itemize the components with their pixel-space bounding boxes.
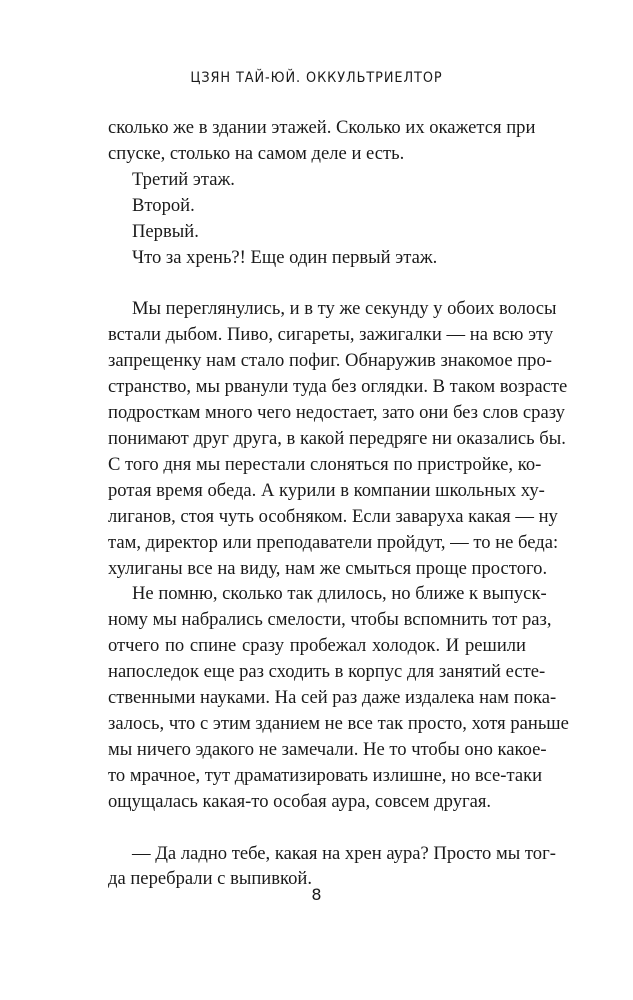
- running-header: ЦЗЯН ТАЙ-ЮЙ. ОККУЛЬТРИЕЛТОР: [190, 70, 443, 86]
- text-line: подросткам много чего недостает, зато они без слов сразу: [108, 402, 565, 424]
- paragraph-first-floor: Первый.: [132, 220, 199, 242]
- page-number: 8: [311, 885, 322, 904]
- text-line: то мрачное, тут драматизировать излишне, но все-таки: [108, 764, 543, 786]
- text-line: хулиганы все на виду, нам же смыться проще простого.: [108, 557, 548, 579]
- text-line: ощущалась какая-то особая аура, совсем другая.: [108, 790, 492, 812]
- text-line: отчего по спине сразу пробежал холодок. И решили: [108, 635, 526, 657]
- text-line: лиганов, стоя чуть особняком. Если заваруха какая — ну: [108, 505, 558, 527]
- text-line: Мы переглянулись, и в ту же секунду у обоих волосы: [132, 298, 557, 320]
- text-line: ротая время обеда. А курили в компании школьных ху-: [108, 479, 545, 501]
- paragraph-third-floor: Третий этаж.: [132, 168, 235, 190]
- text-line: С того дня мы перестали слоняться по пристройке, ко-: [108, 453, 542, 475]
- text-line: напоследок еще раз сходить в корпус для занятий есте-: [108, 661, 546, 683]
- section-gap: [108, 270, 526, 296]
- paragraph-looked-at-each-other: [108, 296, 568, 581]
- text-line: странство, мы рванули туда без оглядки. В таком возрасте: [108, 376, 568, 398]
- text-line: — Да ладно тебе, какая на хрен аура? Просто мы тог-: [132, 842, 556, 864]
- page-body: [108, 115, 569, 892]
- text-line: залось, что с этим зданием не все так просто, хотя раньше: [108, 712, 569, 734]
- paragraph-second-floor: Второй.: [132, 194, 195, 216]
- text-line: ному мы набрались смелости, чтобы вспомнить тот раз,: [108, 609, 552, 631]
- text-line: спуске, столько на самом деле и есть.: [108, 142, 405, 164]
- text-line: запрещенку нам стало пофиг. Обнаружив знакомое про-: [108, 350, 552, 372]
- text-line: мы ничего эдакого не замечали. Не то чтобы оно какое-: [108, 738, 547, 760]
- text-line: сколько же в здании этажей. Сколько их окажется при: [108, 117, 536, 138]
- text-line: ственными науками. На сей раз даже издалека нам пока-: [108, 687, 557, 709]
- paragraph-another-first-floor: Что за хрень?! Еще один первый этаж.: [132, 246, 438, 268]
- text-line: да перебрали с выпивкой.: [108, 868, 313, 890]
- text-line: встали дыбом. Пиво, сигареты, зажигалки — на всю эту: [108, 324, 554, 346]
- text-line: Не помню, сколько так длилось, но ближе к выпуск-: [132, 583, 547, 605]
- text-line: понимают друг друга, в какой передряге ни оказались бы.: [108, 427, 566, 449]
- section-gap: [108, 815, 526, 841]
- paragraph-continuation: [108, 115, 536, 167]
- paragraph-dont-remember: [108, 581, 569, 814]
- text-line: там, директор или преподаватели пройдут, — то не беда:: [108, 531, 559, 553]
